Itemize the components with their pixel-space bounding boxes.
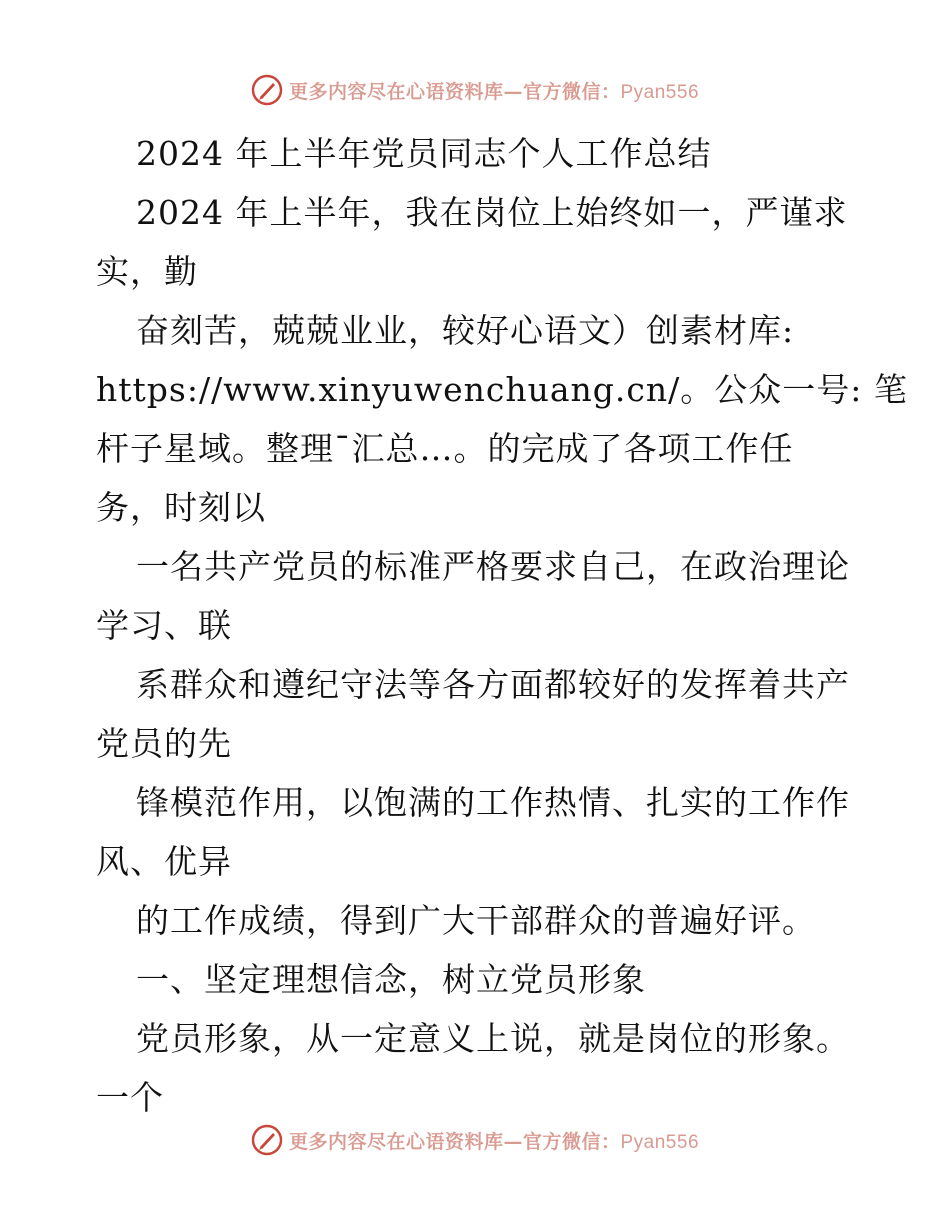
paragraph-line: 实，勤	[96, 252, 198, 291]
paragraph-line: 风、优异	[96, 842, 232, 881]
paragraph-line: 的工作成绩，得到广大干部群众的普遍好评。	[136, 901, 816, 940]
paragraph-line: 2024 年上半年，我在岗位上始终如一，严谨求	[136, 193, 848, 232]
paragraph-line: 一个	[96, 1078, 164, 1117]
watermark-text: 更多内容尽在心语资料库—官方微信：Pyan556	[288, 80, 700, 103]
paragraph-line: 党员的先	[96, 724, 232, 763]
paragraph-line: 务，时刻以	[96, 488, 266, 527]
paragraph-line: 奋刻苦，兢兢业业，较好心语文）创素材库:	[136, 311, 795, 350]
watermark-text: 更多内容尽在心语资料库—官方微信：Pyan556	[288, 1130, 700, 1153]
watermark-header	[0, 70, 950, 110]
paragraph-line: 系群众和遵纪守法等各方面都较好的发挥着共产	[136, 665, 850, 704]
paragraph-line: 党员形象，从一定意义上说，就是岗位的形象。	[136, 1019, 850, 1058]
section-heading: 一、坚定理想信念，树立党员形象	[136, 960, 646, 999]
paragraph-line: 学习、联	[96, 606, 232, 645]
watermark-footer	[0, 1120, 950, 1160]
paragraph-line: 杆子星域。整理¯汇总…。的完成了各项工作任	[96, 429, 794, 468]
document-body	[96, 124, 908, 1127]
document-title: 2024 年上半年党员同志个人工作总结	[136, 134, 712, 173]
paragraph-line: 锋模范作用，以饱满的工作热情、扎实的工作作	[136, 783, 850, 822]
paragraph-line: 一名共产党员的标准严格要求自己，在政治理论	[136, 547, 850, 586]
quill-logo-icon	[251, 1124, 283, 1156]
paragraph-line: https://www.xinyuwenchuang.cn/。公众一号: 笔	[96, 370, 908, 409]
quill-logo-icon	[251, 74, 283, 106]
